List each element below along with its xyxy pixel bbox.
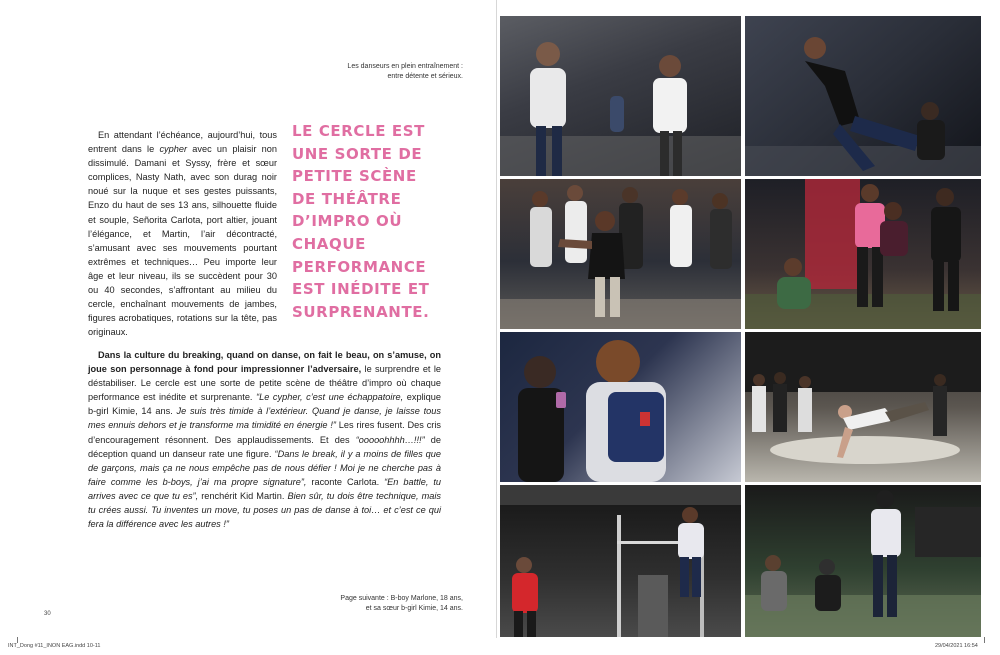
article-paragraph-2: [88, 348, 441, 531]
italic-term: cypher: [159, 144, 188, 155]
photo-bar-acrobatics: [500, 485, 741, 637]
photo-gym-dancers: [745, 485, 981, 637]
photo-dancer-move: [745, 16, 981, 176]
quote-italic: Bien sûr, tu dois être technique, mais tu crées aussi. Tu inventes un move, tu poses un pas de danse à toi… et c’est ce qui fera la différence avec les autres !”: [88, 490, 441, 530]
paragraph-text: explique b-girl Kimie, 14 ans.: [88, 392, 441, 417]
paragraph-text: renchérit Kid Martin.: [198, 490, 288, 501]
photo-breakdance-floor: [745, 332, 981, 482]
quote-italic: Je suis très timide à l’extérieur. Quand je danse, je laisse tous mes ennuis dehors et je transforme ma timidité en énergie !”: [88, 406, 441, 431]
quote-italic: “Le cypher, c’est une échappatoire,: [256, 392, 404, 403]
photo-dancers-watching: [745, 179, 981, 329]
caption-bottom-line2: et sa sœur b-girl Kimie, 14 ans.: [365, 605, 463, 612]
slug-line-left: INT_Dong #11_INON EAG.indd 10-11: [8, 643, 101, 649]
caption-bottom-line1: Page suivante : B-boy Marlone, 18 ans,: [340, 595, 463, 602]
page-gutter: [496, 0, 497, 638]
page-number: 30: [44, 611, 51, 617]
photo-dancers-warmup: [500, 16, 741, 176]
photo-2-silhouettes: [745, 16, 981, 176]
photo-cypher-circle: [500, 179, 741, 329]
photo-1-silhouettes: [500, 16, 741, 176]
quote-italic: “Dans le break, il y a moins de filles que de garçons, mais ça ne nous empêche pas de nous défier ! Moi je ne cherche pas à faire comme les b-boys, j’ai ma propre signature”,: [88, 448, 441, 487]
paragraph-text: En attendant l’échéance, aujourd’hui, tous entrent dans le: [88, 130, 277, 155]
paragraph-text: le surprendre et le déstabiliser. Le cercle est une sorte de petite scène de théâtre d’impro où chaque performance est inédite et surprenante.: [88, 364, 441, 403]
crop-mark: [984, 637, 985, 643]
photo-caption-top: [300, 62, 463, 82]
slug-line-right: 29/04/2021 16:54: [935, 643, 978, 649]
photo-7-silhouettes: [500, 485, 741, 637]
paragraph-text: de déception quand un danseur rate une figure.: [88, 434, 441, 459]
quote-italic: “ooooohhhh…!!!”: [355, 434, 425, 445]
photo-5-silhouettes: [500, 332, 741, 482]
caption-top-line2: entre détente et sérieux.: [387, 73, 463, 80]
caption-top-line1: Les danseurs en plein entraînement :: [347, 63, 463, 70]
pull-quote: LE CERCLE EST UNE SORTE DE PETITE SCÈNE DE THÉÂTRE D’IMPRO OÙ CHAQUE PERFORMANCE EST INÉDITE ET SURPRENANTE.: [292, 122, 430, 321]
photo-3-silhouettes: [500, 179, 741, 329]
paragraph-text: Les rires fusent. Des cris d’encouragement résonnent. Des applaudissements. Et des: [88, 420, 441, 445]
article-paragraph-1: [88, 128, 277, 339]
paragraph-text: raconte Carlota.: [306, 476, 385, 487]
photo-4-silhouettes: [745, 179, 981, 329]
lead-in-bold: Dans la culture du breaking, quand on danse, on fait le beau, on s’amuse, on joue son personnage à fond pour impressionner l’adversaire,: [88, 350, 441, 375]
photo-dancers-phone: [500, 332, 741, 482]
quote-italic: “En battle, tu arrives avec ce que tu es”,: [88, 476, 441, 501]
photo-6-silhouettes: [745, 332, 981, 482]
photo-8-silhouettes: [745, 485, 981, 637]
paragraph-text: avec un plaisir non dissimulé. Damani et Syssy, frère et sœur complices, Nasty Nath, avec son durag noir noué sur la nuque et ses gestes puissants, Enzo du haut de ses 13 ans, silhouette fluide et souple, Señorita Carlota, port altier, jouant l’élégance, et Martin, l’air décontracté, s’amusant avec ses mouvements pourtant extrêmes et techniques… Peu importe leur âge et leur niveau, ils se succèdent pour 30 ou 40 secondes, s’affrontant au milieu du cercle, enchaînant mouvements de jambes, figures acrobatiques, rotations sur la tête, pas originaux.: [88, 144, 277, 338]
photo-caption-bottom: [320, 594, 463, 614]
